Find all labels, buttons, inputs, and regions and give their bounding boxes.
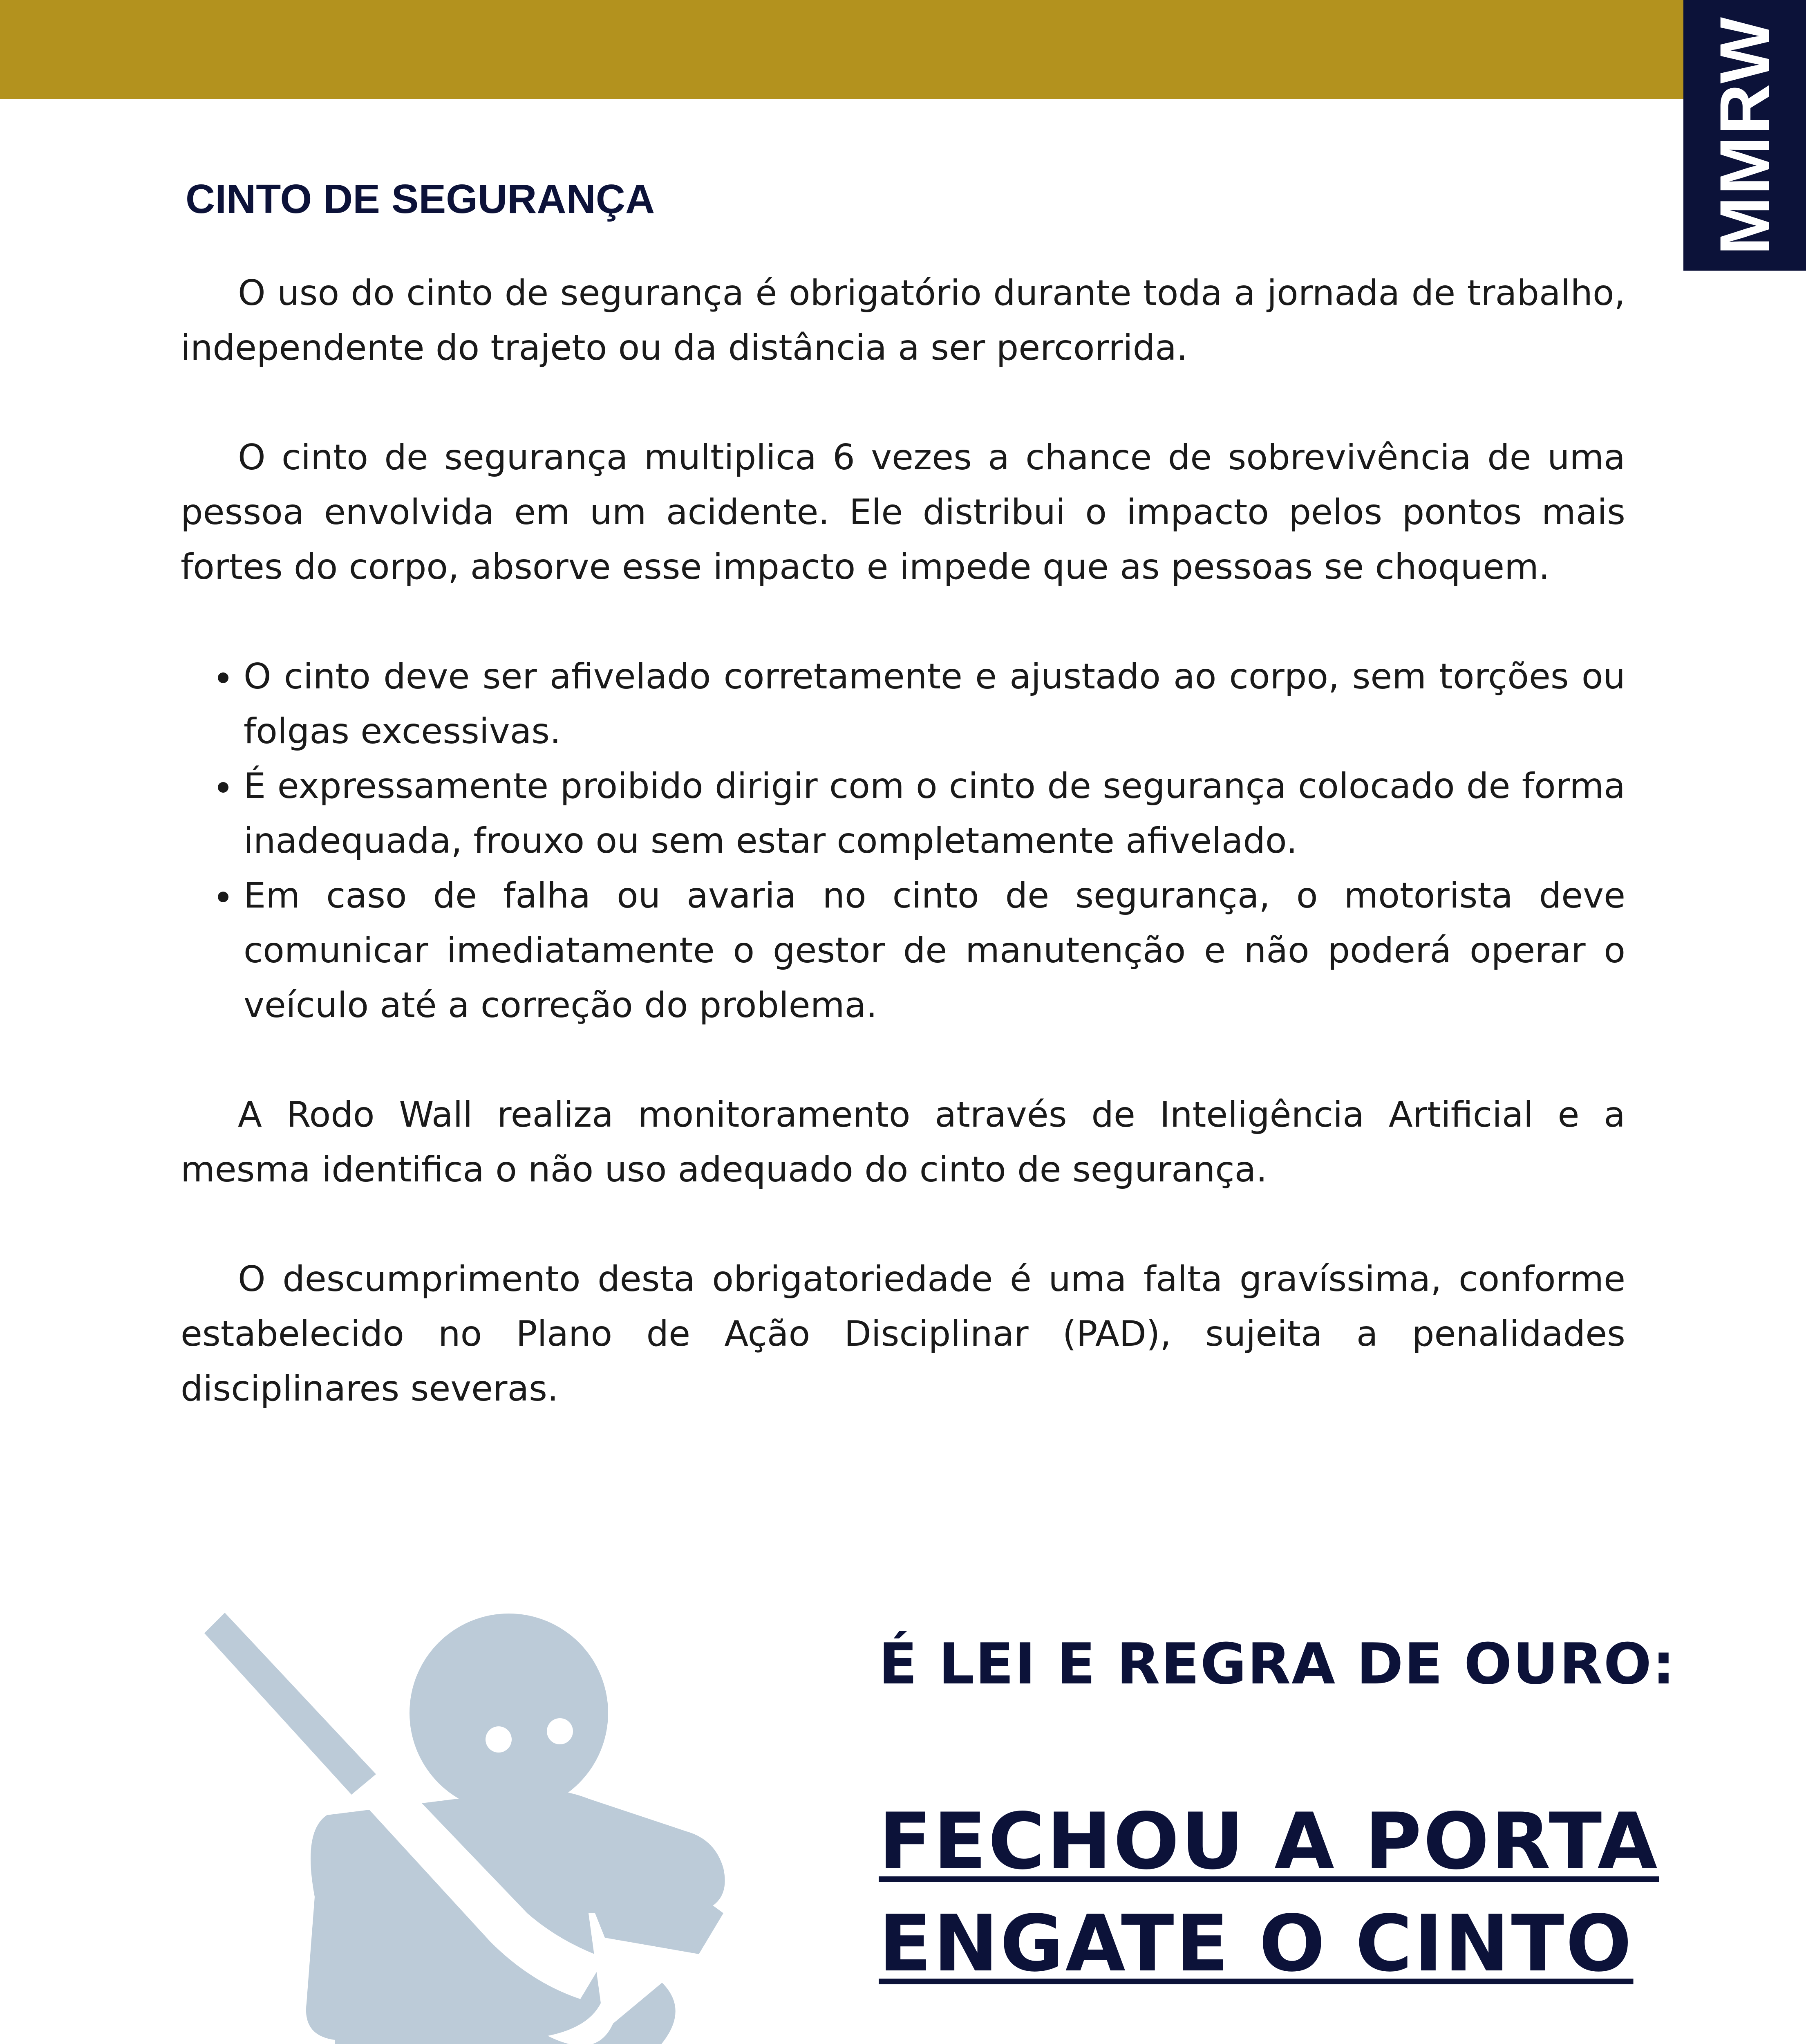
section-title: CINTO DE SEGURANÇA	[186, 176, 655, 222]
slogan	[879, 1791, 1659, 1995]
section-tab	[1683, 0, 1806, 271]
body-text	[181, 266, 1625, 1471]
header-bar	[0, 0, 1806, 99]
slogan-line: ENGATE O CINTO	[879, 1898, 1634, 1989]
rules-list	[181, 649, 1625, 1033]
paragraph-penalty: O descumprimento desta obrigatoriedade é uma falta gravíssima, conforme estabelecido no Plano de Ação Disciplinar (PAD), sujeita a penalidades disciplinares severas.	[181, 1259, 1625, 1409]
slogan-line: FECHOU A PORTA	[879, 1796, 1659, 1887]
list-item: • Em caso de falha ou avaria no cinto de segurança, o motorista deve comunicar imediatamente o gestor de manutenção e não poderá operar o veículo até a correção do problema.	[242, 868, 1625, 1033]
list-item: • É expressamente proibido dirigir com o cinto de segurança colocado de forma inadequada, frouxo ou sem estar completamente afivelado.	[242, 759, 1625, 868]
seatbelt-person-icon	[180, 1602, 817, 2044]
list-item: • O cinto deve ser afivelado corretamente e ajustado ao corpo, sem torções ou folgas excessivas.	[242, 649, 1625, 759]
tab-label: MMRW	[1705, 15, 1784, 256]
paragraph-monitoring: A Rodo Wall realiza monitoramento através de Inteligência Artificial e a mesma identifica o não uso adequado do cinto de segurança.	[181, 1094, 1625, 1190]
paragraph-statistics: O cinto de segurança multiplica 6 vezes a chance de sobrevivência de uma pessoa envolvida em um acidente. Ele distribui o impacto pelos pontos mais fortes do corpo, absorve esse impacto e impede que as pessoas se choquem.	[181, 437, 1625, 587]
golden-rule-label: É LEI E REGRA DE OURO:	[879, 1631, 1676, 1697]
paragraph-intro: O uso do cinto de segurança é obrigatório durante toda a jornada de trabalho, independente do trajeto ou da distância a ser percorrida.	[181, 273, 1625, 368]
